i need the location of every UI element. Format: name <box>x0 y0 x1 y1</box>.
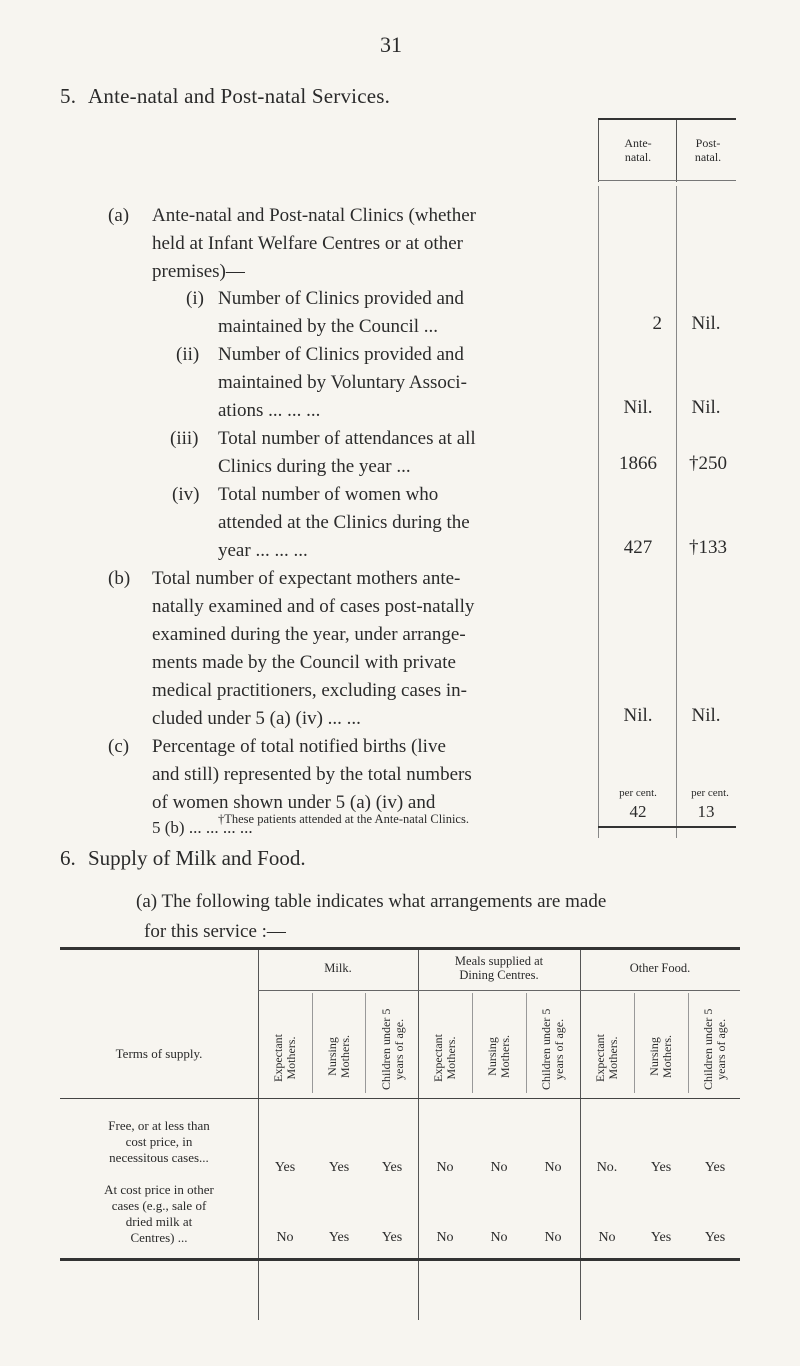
subcol-header: Expectant Mothers. <box>431 1034 458 1082</box>
value-ante: 42 <box>629 802 647 821</box>
item-text: Number of Clinics provided and <box>218 288 464 309</box>
item-text: Total number of women who <box>218 484 439 505</box>
table-cell: No <box>544 1160 562 1175</box>
table-top-rule <box>60 947 740 950</box>
col-header-post-natal: Post- natal. <box>694 136 722 164</box>
subcol-divider <box>688 993 689 1093</box>
item-c-line: 5 (b) ... ... ... ... <box>152 818 253 837</box>
subcol-header: Nursing Mothers. <box>485 1035 512 1078</box>
table-cell: Yes <box>328 1230 350 1245</box>
table-divider <box>258 950 259 1320</box>
item-b-line: ments made by the Council with private <box>152 652 456 673</box>
item-text: Clinics during the year ... <box>218 456 411 477</box>
table-cell: No <box>490 1160 508 1175</box>
table-cell: No. <box>596 1160 618 1175</box>
table-cell: No <box>490 1230 508 1245</box>
group-milk: Milk. <box>324 961 352 975</box>
item-label: (ii) <box>176 344 200 365</box>
subcol-header: Nursing Mothers. <box>325 1035 352 1078</box>
subcol-divider <box>312 993 313 1093</box>
item-label: (i) <box>186 288 204 309</box>
subcol-header: Children under 5 years of age. <box>379 1008 406 1090</box>
subcol-divider <box>634 993 635 1093</box>
value-post: †133 <box>689 537 727 558</box>
table-cell: No <box>276 1230 294 1245</box>
bottom-rule <box>598 826 736 828</box>
section-6-number: 6. <box>60 846 76 870</box>
table-divider <box>580 950 581 1320</box>
section-6-intro <box>136 887 606 947</box>
item-b-line: cluded under 5 (a) (iv) ... ... <box>152 708 361 729</box>
table-cell: No <box>544 1230 562 1245</box>
section-6-a-line: The following table indicates what arrangements are made <box>161 891 607 912</box>
body-col-divider <box>598 186 599 838</box>
terms-header: Terms of supply. <box>115 1046 203 1061</box>
table-cell: Yes <box>381 1160 403 1175</box>
section-6-title: Supply of Milk and Food. <box>88 846 306 870</box>
group-meals: Meals supplied at Dining Centres. <box>454 954 544 982</box>
item-a-line: premises)— <box>152 261 245 282</box>
subcol-header: Children under 5 years of age. <box>539 1008 566 1090</box>
unit-post: per cent. <box>691 787 729 799</box>
subcol-header: Children under 5 years of age. <box>701 1008 728 1090</box>
item-c-label: (c) <box>108 736 130 757</box>
item-a-line: Ante-natal and Post-natal Clinics (whether <box>152 205 476 226</box>
table-bottom-rule <box>60 1258 740 1261</box>
item-b-label: (b) <box>108 568 131 589</box>
page-number: 31 <box>380 32 402 57</box>
value-ante: 1866 <box>619 453 657 474</box>
header-underline <box>598 180 736 181</box>
item-text: ations ... ... ... <box>218 400 321 421</box>
subcol-divider <box>472 993 473 1093</box>
item-a-line: held at Infant Welfare Centres or at other <box>152 233 463 254</box>
item-text: maintained by Voluntary Associ- <box>218 372 467 393</box>
item-b-line: examined during the year, under arrange- <box>152 624 466 645</box>
item-a-label: (a) <box>108 205 130 226</box>
value-post: Nil. <box>691 313 721 334</box>
value-post: Nil. <box>691 397 721 418</box>
group-other-food: Other Food. <box>629 961 691 975</box>
value-post: 13 <box>697 802 715 821</box>
subcol-header: Nursing Mothers. <box>647 1035 674 1078</box>
value-ante: 427 <box>623 537 653 558</box>
section-6-a-line: for this service :— <box>144 921 286 942</box>
subcol-divider <box>365 993 366 1093</box>
table-cell: Yes <box>704 1160 726 1175</box>
subcol-header: Expectant Mothers. <box>593 1034 620 1082</box>
unit-ante: per cent. <box>619 787 657 799</box>
value-post: Nil. <box>691 705 721 726</box>
table-cell: No <box>436 1230 454 1245</box>
table-cell: Yes <box>274 1160 296 1175</box>
terms-cell: Free, or at less than cost price, in necessitous cases... <box>108 1118 210 1165</box>
footnote-text: †These patients attended at the Ante-natal Clinics. <box>218 812 469 826</box>
subcol-header: Expectant Mothers. <box>271 1034 298 1082</box>
section-6-a-label: (a) <box>136 891 158 912</box>
item-c-line: and still) represented by the total numbers <box>152 764 472 785</box>
item-label: (iii) <box>170 428 199 449</box>
value-ante: Nil. <box>623 397 653 418</box>
item-text: Number of Clinics provided and <box>218 344 464 365</box>
item-text: year ... ... ... <box>218 540 308 561</box>
header-rule <box>598 118 736 120</box>
section-5-heading <box>60 84 390 109</box>
terms-cell: At cost price in other cases (e.g., sale of dried milk at Centres) ... <box>104 1182 214 1245</box>
table-divider <box>418 950 419 1320</box>
item-b-line: medical practitioners, excluding cases in- <box>152 680 467 701</box>
item-text: maintained by the Council ... <box>218 316 439 337</box>
value-ante: Nil. <box>623 705 653 726</box>
item-text: attended at the Clinics during the <box>218 512 470 533</box>
group-underline <box>258 990 740 991</box>
table-cell: Yes <box>650 1230 672 1245</box>
header-rule <box>60 1098 740 1099</box>
item-c-line: Percentage of total notified births (live <box>152 736 446 757</box>
item-label: (iv) <box>172 484 200 505</box>
table-cell: Yes <box>650 1160 672 1175</box>
value-post: †250 <box>689 453 727 474</box>
value-ante: 2 <box>652 313 662 334</box>
table-cell: No <box>436 1160 454 1175</box>
subcol-divider <box>526 993 527 1093</box>
section-6-heading <box>60 846 306 871</box>
item-c-line: of women shown under 5 (a) (iv) and <box>152 792 436 813</box>
col-header-ante-natal: Ante- natal. <box>624 136 652 164</box>
item-b-line: natally examined and of cases post-natally <box>152 596 475 617</box>
section-5-number: 5. <box>60 84 77 108</box>
table-cell: Yes <box>704 1230 726 1245</box>
table-cell: Yes <box>328 1160 350 1175</box>
table-cell: No <box>598 1230 616 1245</box>
item-b-line: Total number of expectant mothers ante- <box>152 568 461 589</box>
body-col-divider <box>676 186 677 838</box>
item-text: Total number of attendances at all <box>218 428 476 449</box>
section-5-title: Ante-natal and Post-natal Services. <box>88 84 391 108</box>
table-cell: Yes <box>381 1230 403 1245</box>
